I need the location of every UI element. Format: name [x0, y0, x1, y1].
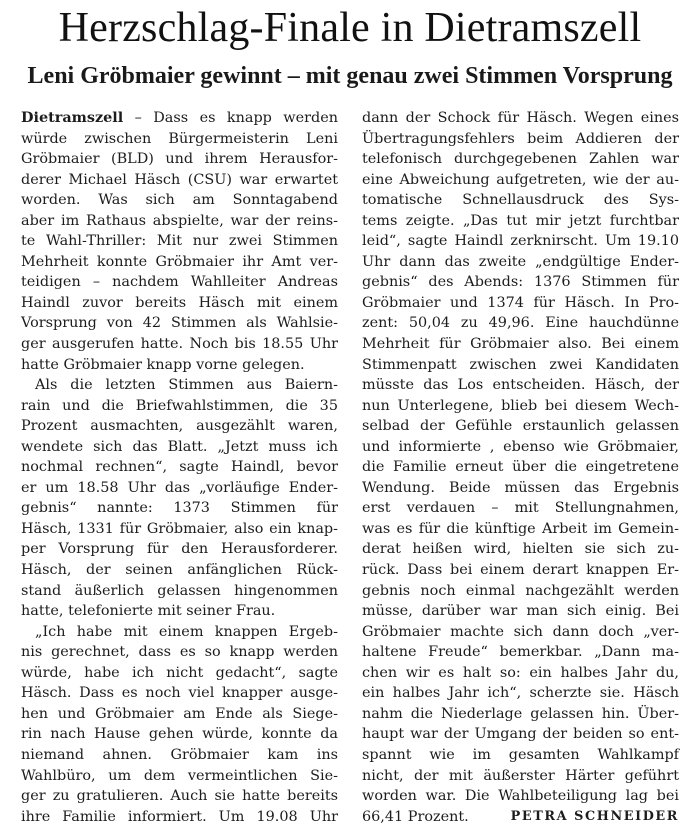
text-line: 66,41 Prozent. — [362, 808, 469, 825]
text-line: nochmal rechnen“, sagte Haindl, bevor — [21, 459, 338, 476]
text-line: zent: 50,04 zu 49,96. Eine hauchdünne — [362, 315, 679, 332]
text-line: er um 18.58 Uhr das „vorläufige Ender- — [21, 479, 338, 496]
text-line: telefonisch durchgegebenen Zahlen war — [362, 151, 679, 168]
text-line: ger zu gratulieren. Auch sie hatte bereits — [21, 788, 338, 805]
text-line: ihre Familie informiert. Um 19.08 Uhr — [21, 808, 338, 825]
text-line: Stimmenpatt zwischen zwei Kandidaten — [362, 356, 679, 373]
text-line: chen wir es halt so: ein halbes Jahr du, — [362, 664, 679, 681]
subheadline: Leni Gröbmaier gewinnt – mit genau zwei Stimmen Vorsprung — [27, 63, 673, 89]
text-line: gebnis“ des Abends: 1376 Stimmen für — [362, 274, 679, 291]
text-line: die Familie erneut über die eingetretene — [362, 459, 679, 476]
text-line: müsse, darüber war man sich einig. Bei — [362, 603, 679, 620]
text-line: Häsch, der seinen anfänglichen Rück- — [21, 562, 338, 579]
author-byline: PETRA SCHNEIDER — [510, 808, 679, 824]
text-line: Gröbmaier machte sich dann doch „ver- — [362, 623, 679, 640]
text-line: gebnis“ nannte: 1373 Stimmen für — [21, 500, 338, 517]
text-line: Übertragungsfehlers beim Addieren der — [362, 130, 679, 147]
text-line: worden war. Die Wahlbeteiligung lag bei — [362, 788, 679, 805]
article-column-right — [362, 108, 679, 827]
dateline: Dietramszell — [21, 109, 124, 126]
text-line: hatte, telefonierte mit seiner Frau. — [21, 603, 276, 620]
text-line: Mehrheit für Gröbmaier also. Bei einem — [362, 336, 679, 353]
text-line: rück. Dass bei einem derart knappen Er- — [362, 562, 679, 579]
text-line: spannt wie im gesamten Wahlkampf — [362, 746, 679, 763]
text-line: und informierte , ebenso wie Gröbmaier, — [362, 438, 679, 455]
paragraph — [21, 108, 338, 375]
text-line: Als die letzten Stimmen aus Baiern- — [35, 377, 338, 394]
text-line: rain und die Briefwahlstimmen, die 35 — [21, 397, 338, 414]
text-line: nis gerechnet, dass es so knapp werden — [21, 644, 338, 661]
text-line: niemand ahnen. Gröbmaier kam ins — [21, 746, 338, 763]
text-line: haupt war der Umgang der beiden so ent- — [362, 726, 679, 743]
text-line: Häsch, 1331 für Gröbmaier, also ein knap- — [21, 520, 338, 537]
text-line: worden. Was sich am Sonntagabend — [21, 192, 338, 209]
text-line: gebnis noch einmal nachgezählt werden — [362, 582, 679, 599]
text-line: wendete sich das Blatt. „Jetzt muss ich — [21, 438, 338, 455]
text-line: per Vorsprung für den Herausforderer. — [21, 541, 338, 558]
text-line: ein halbes Jahr ich“, scherzte sie. Häsch — [362, 685, 679, 702]
text-line: tems zeigte. „Das tut mir jetzt furchtbar — [362, 212, 679, 229]
paragraph — [21, 622, 338, 827]
text-line: müsste das Los entscheiden. Häsch, der — [362, 377, 679, 394]
article-column-left — [21, 108, 338, 827]
text-line: Gröbmaier (BLD) und ihrem Herausfor- — [21, 151, 338, 168]
text-line: nahm die Niederlage gelassen hin. Über- — [362, 705, 679, 722]
text-line: aber im Rathaus abspielte, war der reins- — [21, 212, 338, 229]
text-line: hatte Gröbmaier knapp vorne gelegen. — [21, 356, 305, 373]
paragraph — [362, 108, 679, 827]
text-line: Prozent ausmachten, ausgezählt waren, — [21, 418, 338, 435]
text-line: tomatische Schnellausdruck des Sys- — [362, 192, 679, 209]
headline: Herzschlag-Finale in Dietramszell — [58, 5, 642, 51]
text-line: ger ausgerufen hatte. Noch bis 18.55 Uhr — [21, 336, 338, 353]
text-line: würde, habe ich nicht gedacht“, sagte — [21, 664, 338, 681]
text-line: selbad der Gefühle erstaunlich gelassen — [362, 418, 679, 435]
text-line: Vorsprung von 42 Stimmen als Wahlsie- — [21, 315, 338, 332]
text-line: stand äußerlich gelassen hingenommen — [21, 582, 338, 599]
text-line: leid“, sagte Haindl zerknirscht. Um 19.10 — [362, 233, 679, 250]
text-line: rin nach Hause gehen würde, konnte da — [21, 726, 338, 743]
text-line: te Wahl-Thriller: Mit nur zwei Stimmen — [21, 233, 338, 250]
closing-line — [362, 807, 679, 828]
text-line: Wendung. Beide müssen das Ergebnis — [362, 479, 679, 496]
paragraph — [21, 375, 338, 622]
text-line: eine Abweichung aufgetreten, wie der au- — [362, 171, 679, 188]
text-line: nicht, der mit äußerster Härter geführt — [362, 767, 679, 784]
text-line: derat heißen wird, hielten sie sich zu- — [362, 541, 679, 558]
text-line: derer Michael Häsch (CSU) war erwartet — [21, 171, 338, 188]
text-line: hen und Gröbmaier am Ende als Siege- — [21, 705, 338, 722]
text-line: Haindl zuvor bereits Häsch mit einem — [21, 294, 338, 311]
text-line: Wahlbüro, um dem vermeintlichen Sie- — [21, 767, 338, 784]
text-line: „Ich habe mit einem knappen Ergeb- — [35, 623, 338, 640]
text-line: nun Unterlegene, blieb bei diesem Wech- — [362, 397, 679, 414]
text-line: Dietramszell – Dass es knapp werden — [21, 109, 338, 126]
text-line: erst verdauen – mit Stellungnahmen, — [362, 500, 679, 517]
text-line: dann der Schock für Häsch. Wegen eines — [362, 110, 679, 126]
text-line: teidigen – nachdem Wahlleiter Andreas — [21, 274, 338, 291]
text-line: was es für die künftige Arbeit im Gemein- — [362, 520, 679, 537]
text-line: Gröbmaier und 1374 für Häsch. In Pro- — [362, 294, 679, 311]
text-line: Uhr dann das zweite „endgültige Ender- — [362, 253, 679, 270]
text-line: haltene Freude“ bemerkbar. „Dann ma- — [362, 644, 679, 661]
text-line: Häsch. Dass es noch viel knapper ausge- — [21, 685, 338, 702]
text-line: würde zwischen Bürgermeisterin Leni — [21, 130, 338, 147]
text-line: Mehrheit konnte Gröbmaier ihr Amt ver- — [21, 253, 338, 270]
